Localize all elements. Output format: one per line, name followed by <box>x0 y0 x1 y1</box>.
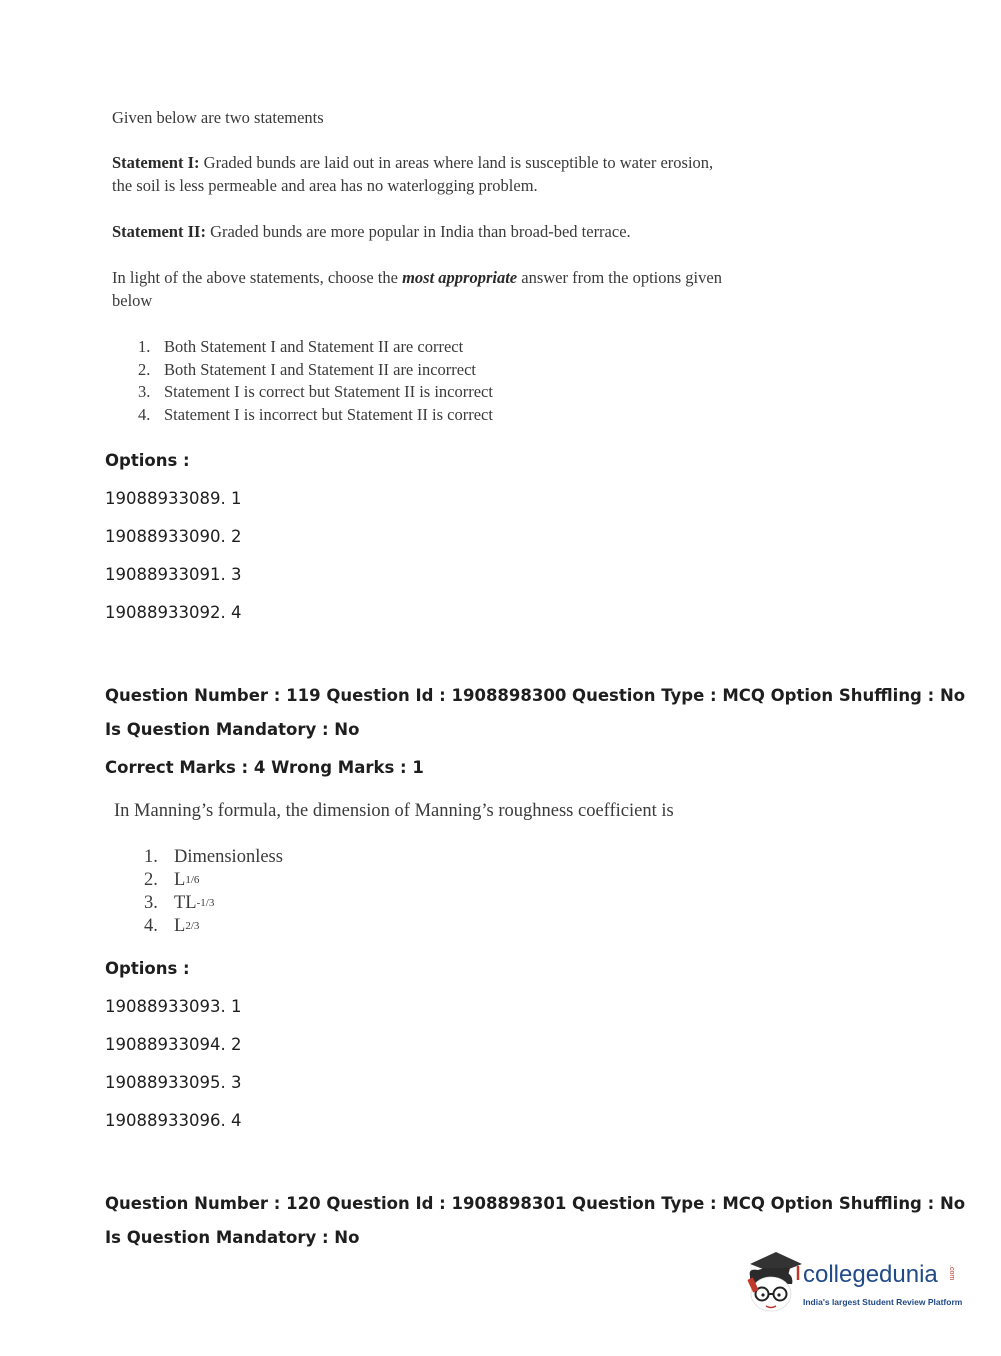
q119-meta-line-2: Is Question Mandatory : No <box>105 720 360 739</box>
instruction-text: In light of the above statements, choose the <box>112 268 403 287</box>
option-item: 19088933093. 1 <box>105 997 242 1016</box>
q120-meta-line-1: Question Number : 120 Question Id : 1908898301 Question Type : MCQ Option Shuffling : No <box>105 1194 966 1213</box>
q119-meta-line-3: Correct Marks : 4 Wrong Marks : 1 <box>105 758 424 777</box>
choice-item: 4. Statement I is incorrect but Statement II is correct <box>138 404 493 424</box>
choice-item: 2. Both Statement I and Statement II are incorrect <box>138 359 477 379</box>
q119-options-heading: Options : <box>105 959 190 978</box>
q118-instruction <box>112 267 752 312</box>
option-item: 19088933092. 4 <box>105 603 242 622</box>
q118-intro: Given below are two statements <box>112 108 324 127</box>
instruction-text-end: below <box>112 290 153 310</box>
statement-2-label: Statement II: <box>112 222 206 241</box>
q119-choice-list <box>144 846 283 938</box>
option-item: 19088933089. 1 <box>105 489 242 508</box>
instruction-emphasis: most appropriate <box>402 268 518 287</box>
statement-2-text: Graded bunds are more popular in India than broad-bed terrace. <box>205 222 631 241</box>
q119-meta-line-1: Question Number : 119 Question Id : 1908898300 Question Type : MCQ Option Shuffling : No <box>105 686 966 705</box>
q118-statement-2 <box>112 221 631 244</box>
q120-meta-line-2: Is Question Mandatory : No <box>105 1228 360 1247</box>
option-item: 19088933091. 3 <box>105 565 242 584</box>
instruction-text-cont: answer from the options given <box>517 268 722 287</box>
choice-item: 3. TL -1/3 <box>144 893 215 913</box>
brand-name: collegedunia .com <box>803 1262 964 1288</box>
choice-item: 2. L 1/6 <box>144 870 200 890</box>
statement-1-text: Graded bunds are laid out in areas where land is susceptible to water erosion, <box>199 153 714 172</box>
q118-choice-list <box>138 336 493 426</box>
statement-1-label: Statement I: <box>112 153 200 172</box>
choice-item: 4. L 2/3 <box>144 916 200 936</box>
option-item: 19088933096. 4 <box>105 1111 242 1130</box>
option-item: 19088933090. 2 <box>105 527 242 546</box>
option-item: 19088933095. 3 <box>105 1073 242 1092</box>
choice-item: 1. Dimensionless <box>144 847 283 867</box>
q118-statement-1 <box>112 152 752 197</box>
option-item: 19088933094. 2 <box>105 1035 242 1054</box>
brand-logo[interactable] <box>742 1250 972 1320</box>
brand-suffix: .com <box>947 1264 955 1280</box>
q119-stem: In Manning’s formula, the dimension of Manning’s roughness coefficient is <box>114 801 674 821</box>
statement-1-text-cont: the soil is less permeable and area has no waterlogging problem. <box>112 175 538 195</box>
brand-tagline: India's largest Student Review Platform <box>803 1297 963 1307</box>
student-mascot-icon <box>742 1250 802 1316</box>
choice-item: 3. Statement I is correct but Statement II is incorrect <box>138 382 493 401</box>
choice-item: 1. Both Statement I and Statement II are correct <box>138 337 464 356</box>
q118-options-heading: Options : <box>105 451 190 470</box>
